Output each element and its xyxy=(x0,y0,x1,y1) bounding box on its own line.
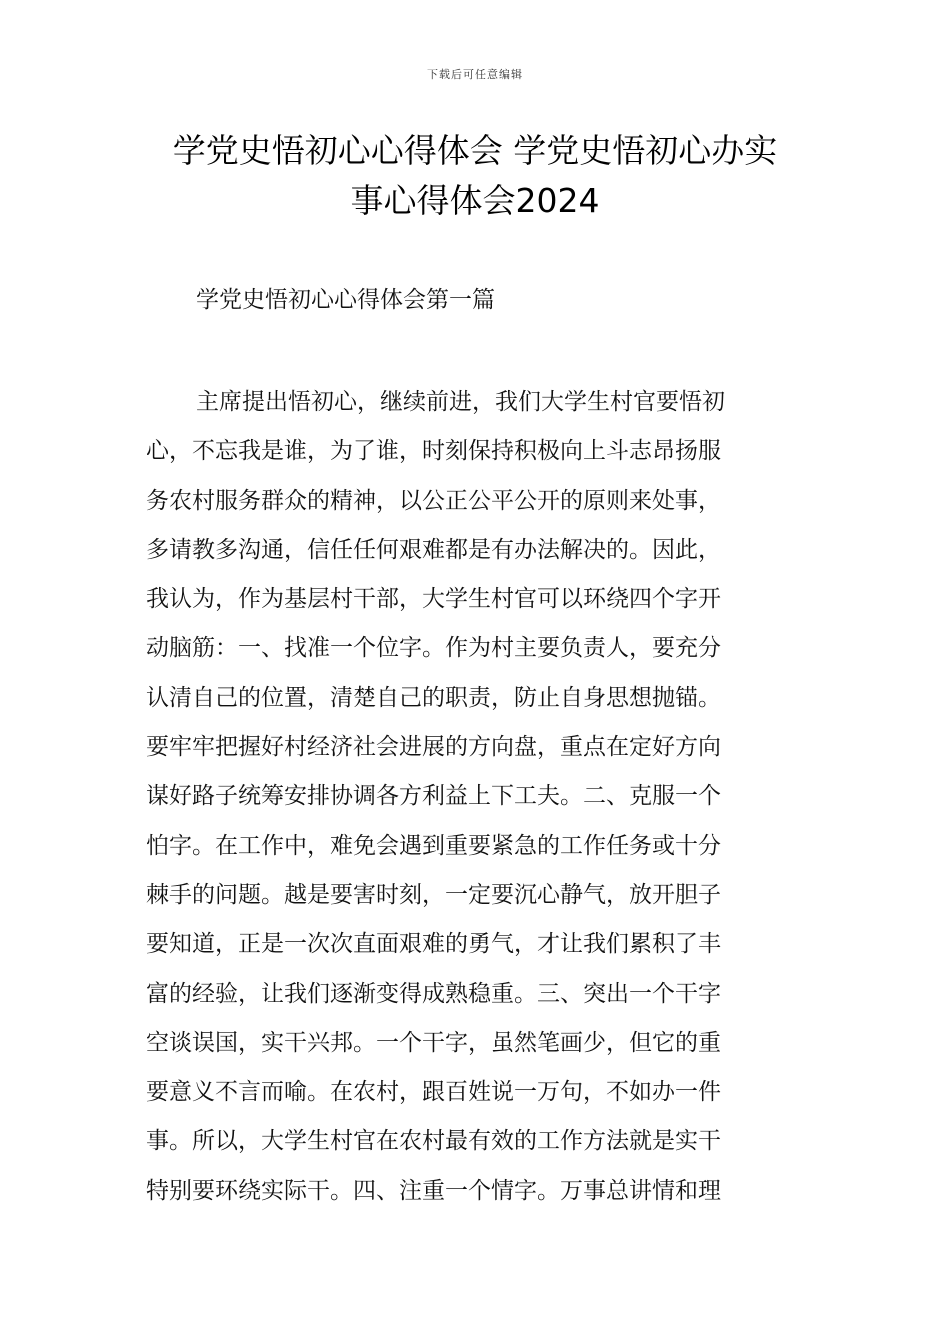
body-line: 事。所以，大学生村官在农村最有效的工作方法就是实干 xyxy=(146,1128,721,1155)
body-line: 多请教多沟通，信任任何艰难都是有办法解决的。因此， xyxy=(146,536,721,563)
body-line: 主席提出悟初心，继续前进，我们大学生村官要悟初 xyxy=(196,389,725,415)
body-line: 谋好路子统筹安排协调各方利益上下工夫。二、克服一个 xyxy=(146,783,721,810)
body-line: 特别要环绕实际干。四、注重一个情字。万事总讲情和理 xyxy=(146,1177,721,1204)
body-line: 务农村服务群众的精神，以公正公平公开的原则来处事， xyxy=(146,487,721,514)
document-title-line: 事心得体会2024 xyxy=(350,181,600,220)
document-title xyxy=(120,126,830,226)
body-line: 心，不忘我是谁，为了谁，时刻保持积极向上斗志昂扬服 xyxy=(146,438,721,465)
body-line: 怕字。在工作中，难免会遇到重要紧急的工作任务或十分 xyxy=(146,832,721,859)
body-line: 棘手的问题。越是要害时刻，一定要沉心静气，放开胆子 xyxy=(146,881,721,908)
body-line: 我认为，作为基层村干部，大学生村官可以环绕四个字开 xyxy=(146,586,721,613)
body-line: 富的经验，让我们逐渐变得成熟稳重。三、突出一个干字 xyxy=(146,980,721,1007)
body-line: 要牢牢把握好村经济社会进展的方向盘，重点在定好方向 xyxy=(146,734,721,761)
body-line: 空谈误国，实干兴邦。一个干字，虽然笔画少，但它的重 xyxy=(146,1029,721,1056)
body-line: 动脑筋：一、找准一个位字。作为村主要负责人，要充分 xyxy=(146,635,721,662)
body-paragraph xyxy=(146,378,808,1216)
header-note: 下载后可任意编辑 xyxy=(427,68,523,81)
body-line: 要知道，正是一次次直面艰难的勇气，才让我们累积了丰 xyxy=(146,931,721,958)
document-title-line: 学党史悟初心心得体会 学党史悟初心办实 xyxy=(172,131,778,170)
body-line: 认清自己的位置，清楚自己的职责，防止自身思想抛锚。 xyxy=(146,684,721,711)
body-line: 要意义不言而喻。在农村，跟百姓说一万句，不如办一件 xyxy=(146,1079,721,1106)
section-heading: 学党史悟初心心得体会第一篇 xyxy=(196,287,495,313)
